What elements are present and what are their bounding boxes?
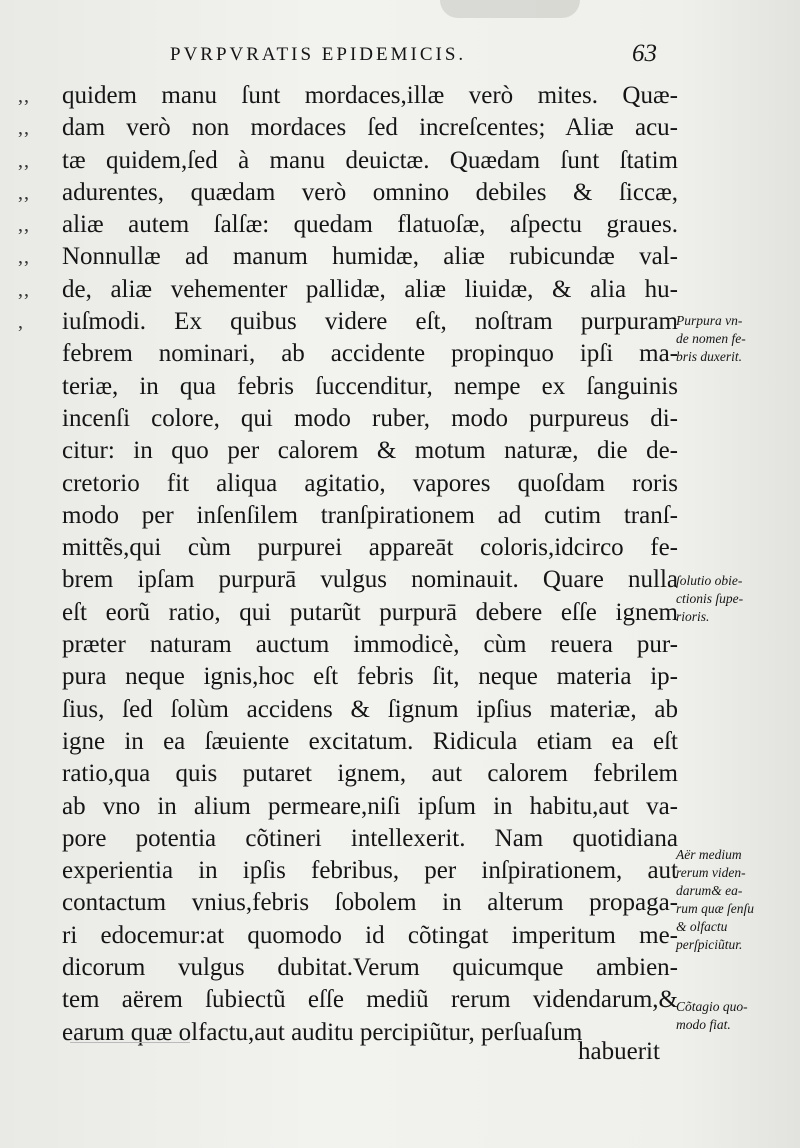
line-text: earum quæ olfactu,aut auditu percipiũtur, perſuaſum <box>62 1018 583 1046</box>
text-line <box>18 597 678 629</box>
text-line <box>18 564 678 596</box>
text-line <box>18 920 678 952</box>
line-text: dicorum vulgus dubitat.Verum quicumque ambien- <box>62 954 678 982</box>
text-line <box>18 274 678 306</box>
text-line <box>18 145 678 177</box>
text-line <box>18 371 678 403</box>
text-line <box>18 823 678 855</box>
line-text: pura neque ignis,hoc eſt febris ſit, neque materia ip- <box>62 663 678 691</box>
text-line <box>18 112 678 144</box>
margin-note-line: ctionis ſupe- <box>676 591 744 606</box>
line-text: præter naturam auctum immodicè, cùm reuera pur- <box>62 631 678 659</box>
text-line <box>18 694 678 726</box>
margin-note-line: modo fiat. <box>676 1017 731 1032</box>
quotation-mark: ,, <box>18 117 30 140</box>
margin-note <box>676 572 794 626</box>
line-text: tem aërem ſubiectũ eſſe mediũ rerum videndarum,& <box>62 986 678 1014</box>
text-line <box>18 532 678 564</box>
text-line <box>18 209 678 241</box>
line-text: ſius, ſed ſolùm accidens & ſignum ipſius materiæ, ab <box>62 695 678 723</box>
text-line <box>18 791 678 823</box>
margin-note <box>676 312 794 366</box>
quotation-mark: , <box>18 311 24 334</box>
quotation-mark: ,, <box>18 214 30 237</box>
quotation-mark: ,, <box>18 85 30 107</box>
line-text: contactum vnius,febris ſobolem in alterum propaga- <box>62 889 678 917</box>
body-text <box>18 80 678 1049</box>
text-line <box>18 984 678 1016</box>
text-line <box>18 500 678 532</box>
bottom-rule <box>70 1042 190 1043</box>
line-text: ri edocemur:at quomodo id cõtingat imperitum me- <box>62 921 678 949</box>
margin-note-line: rioris. <box>676 609 710 624</box>
text-line <box>18 952 678 984</box>
line-text: Nonnullæ ad manum humidæ, aliæ rubicundæ val- <box>62 243 678 271</box>
text-line <box>18 403 678 435</box>
line-text: de, aliæ vehementer pallidæ, aliæ liuidæ, & alia hu- <box>62 275 678 303</box>
page-stain <box>440 0 580 18</box>
text-line <box>18 80 678 112</box>
text-line <box>18 629 678 661</box>
line-text: pore potentia cõtineri intellexerit. Nam quotidiana <box>62 824 678 852</box>
text-line <box>18 435 678 467</box>
text-line <box>18 726 678 758</box>
margin-note-line: Cõtagio quo- <box>676 999 748 1014</box>
text-line <box>18 887 678 919</box>
page-number: 63 <box>632 40 657 67</box>
margin-note-line: Purpura vn- <box>676 313 743 328</box>
margin-note-line: ſolutio obie- <box>676 573 743 588</box>
line-text: ratio,qua quis putaret ignem, aut calorem febrilem <box>62 760 678 788</box>
margin-note-line: darum& ea- <box>676 883 743 898</box>
line-text: dam verò non mordaces ſed increſcentes; Aliæ acu- <box>62 114 678 142</box>
line-text: citur: in quo per calorem & motum naturæ, die de- <box>62 437 678 465</box>
line-text: quidem manu ſunt mordaces,illæ verò mites. Quæ- <box>62 82 678 109</box>
line-text: ab vno in alium permeare,niſi ipſum in habitu,aut va- <box>62 792 678 820</box>
quotation-mark: ,, <box>18 278 30 301</box>
margin-note-line: rerum viden- <box>676 865 746 880</box>
margin-note-line: Aër medium <box>676 847 742 862</box>
margin-note-line: de nomen fe- <box>676 331 746 346</box>
margin-note-line: perſpiciũtur. <box>676 937 743 952</box>
line-text: mittẽs,qui cùm purpurei appareāt coloris,idcirco fe- <box>62 534 678 562</box>
catchword: habuerit <box>578 1038 660 1065</box>
quotation-mark: ,, <box>18 181 30 204</box>
line-text: experientia in ipſis febribus, per inſpirationem, aut <box>62 857 678 885</box>
line-text: brem ipſam purpurā vulgus nominauit. Quare nulla <box>62 566 678 594</box>
margin-note-line: & olfactu <box>676 919 728 934</box>
line-text: febrem nominari, ab accidente propinquo ipſi ma- <box>62 340 678 368</box>
line-text: teriæ, in qua febris ſuccenditur, nempe ex ſanguinis <box>62 372 678 400</box>
margin-note-line: bris duxerit. <box>676 349 742 364</box>
margin-note <box>676 998 794 1034</box>
text-line <box>18 468 678 500</box>
line-text: tæ quidem,ſed à manu deuictæ. Quædam ſunt ſtatim <box>62 146 678 174</box>
line-text: igne in ea ſæuiente excitatum. Ridicula etiam ea eſt <box>62 727 678 755</box>
quotation-mark: ,, <box>18 149 30 172</box>
margin-note <box>676 846 794 954</box>
line-text: eſt eorũ ratio, qui putarũt purpurā debere eſſe ignem <box>62 598 678 626</box>
running-head: PVRPVRATIS EPIDEMICIS. <box>170 44 467 65</box>
text-line <box>18 177 678 209</box>
text-line <box>18 306 678 338</box>
margin-note-line: rum quæ ſenſu <box>676 901 755 916</box>
line-text: cretorio fit aliqua agitatio, vapores quoſdam roris <box>62 469 678 497</box>
text-line <box>18 338 678 370</box>
text-line <box>18 758 678 790</box>
text-line <box>18 241 678 273</box>
line-text: modo per inſenſilem tranſpirationem ad cutim tranſ- <box>62 501 678 529</box>
line-text: iuſmodi. Ex quibus videre eſt, noſtram purpuram <box>62 308 678 336</box>
line-text: incenſi colore, qui modo ruber, modo purpureus di- <box>62 404 678 432</box>
quotation-mark: ,, <box>18 246 30 269</box>
line-text: adurentes, quædam verò omnino debiles & ſiccæ, <box>62 178 678 206</box>
text-line <box>18 661 678 693</box>
line-text: aliæ autem ſalſæ: quedam flatuoſæ, aſpectu graues. <box>62 211 678 239</box>
text-line <box>18 855 678 887</box>
